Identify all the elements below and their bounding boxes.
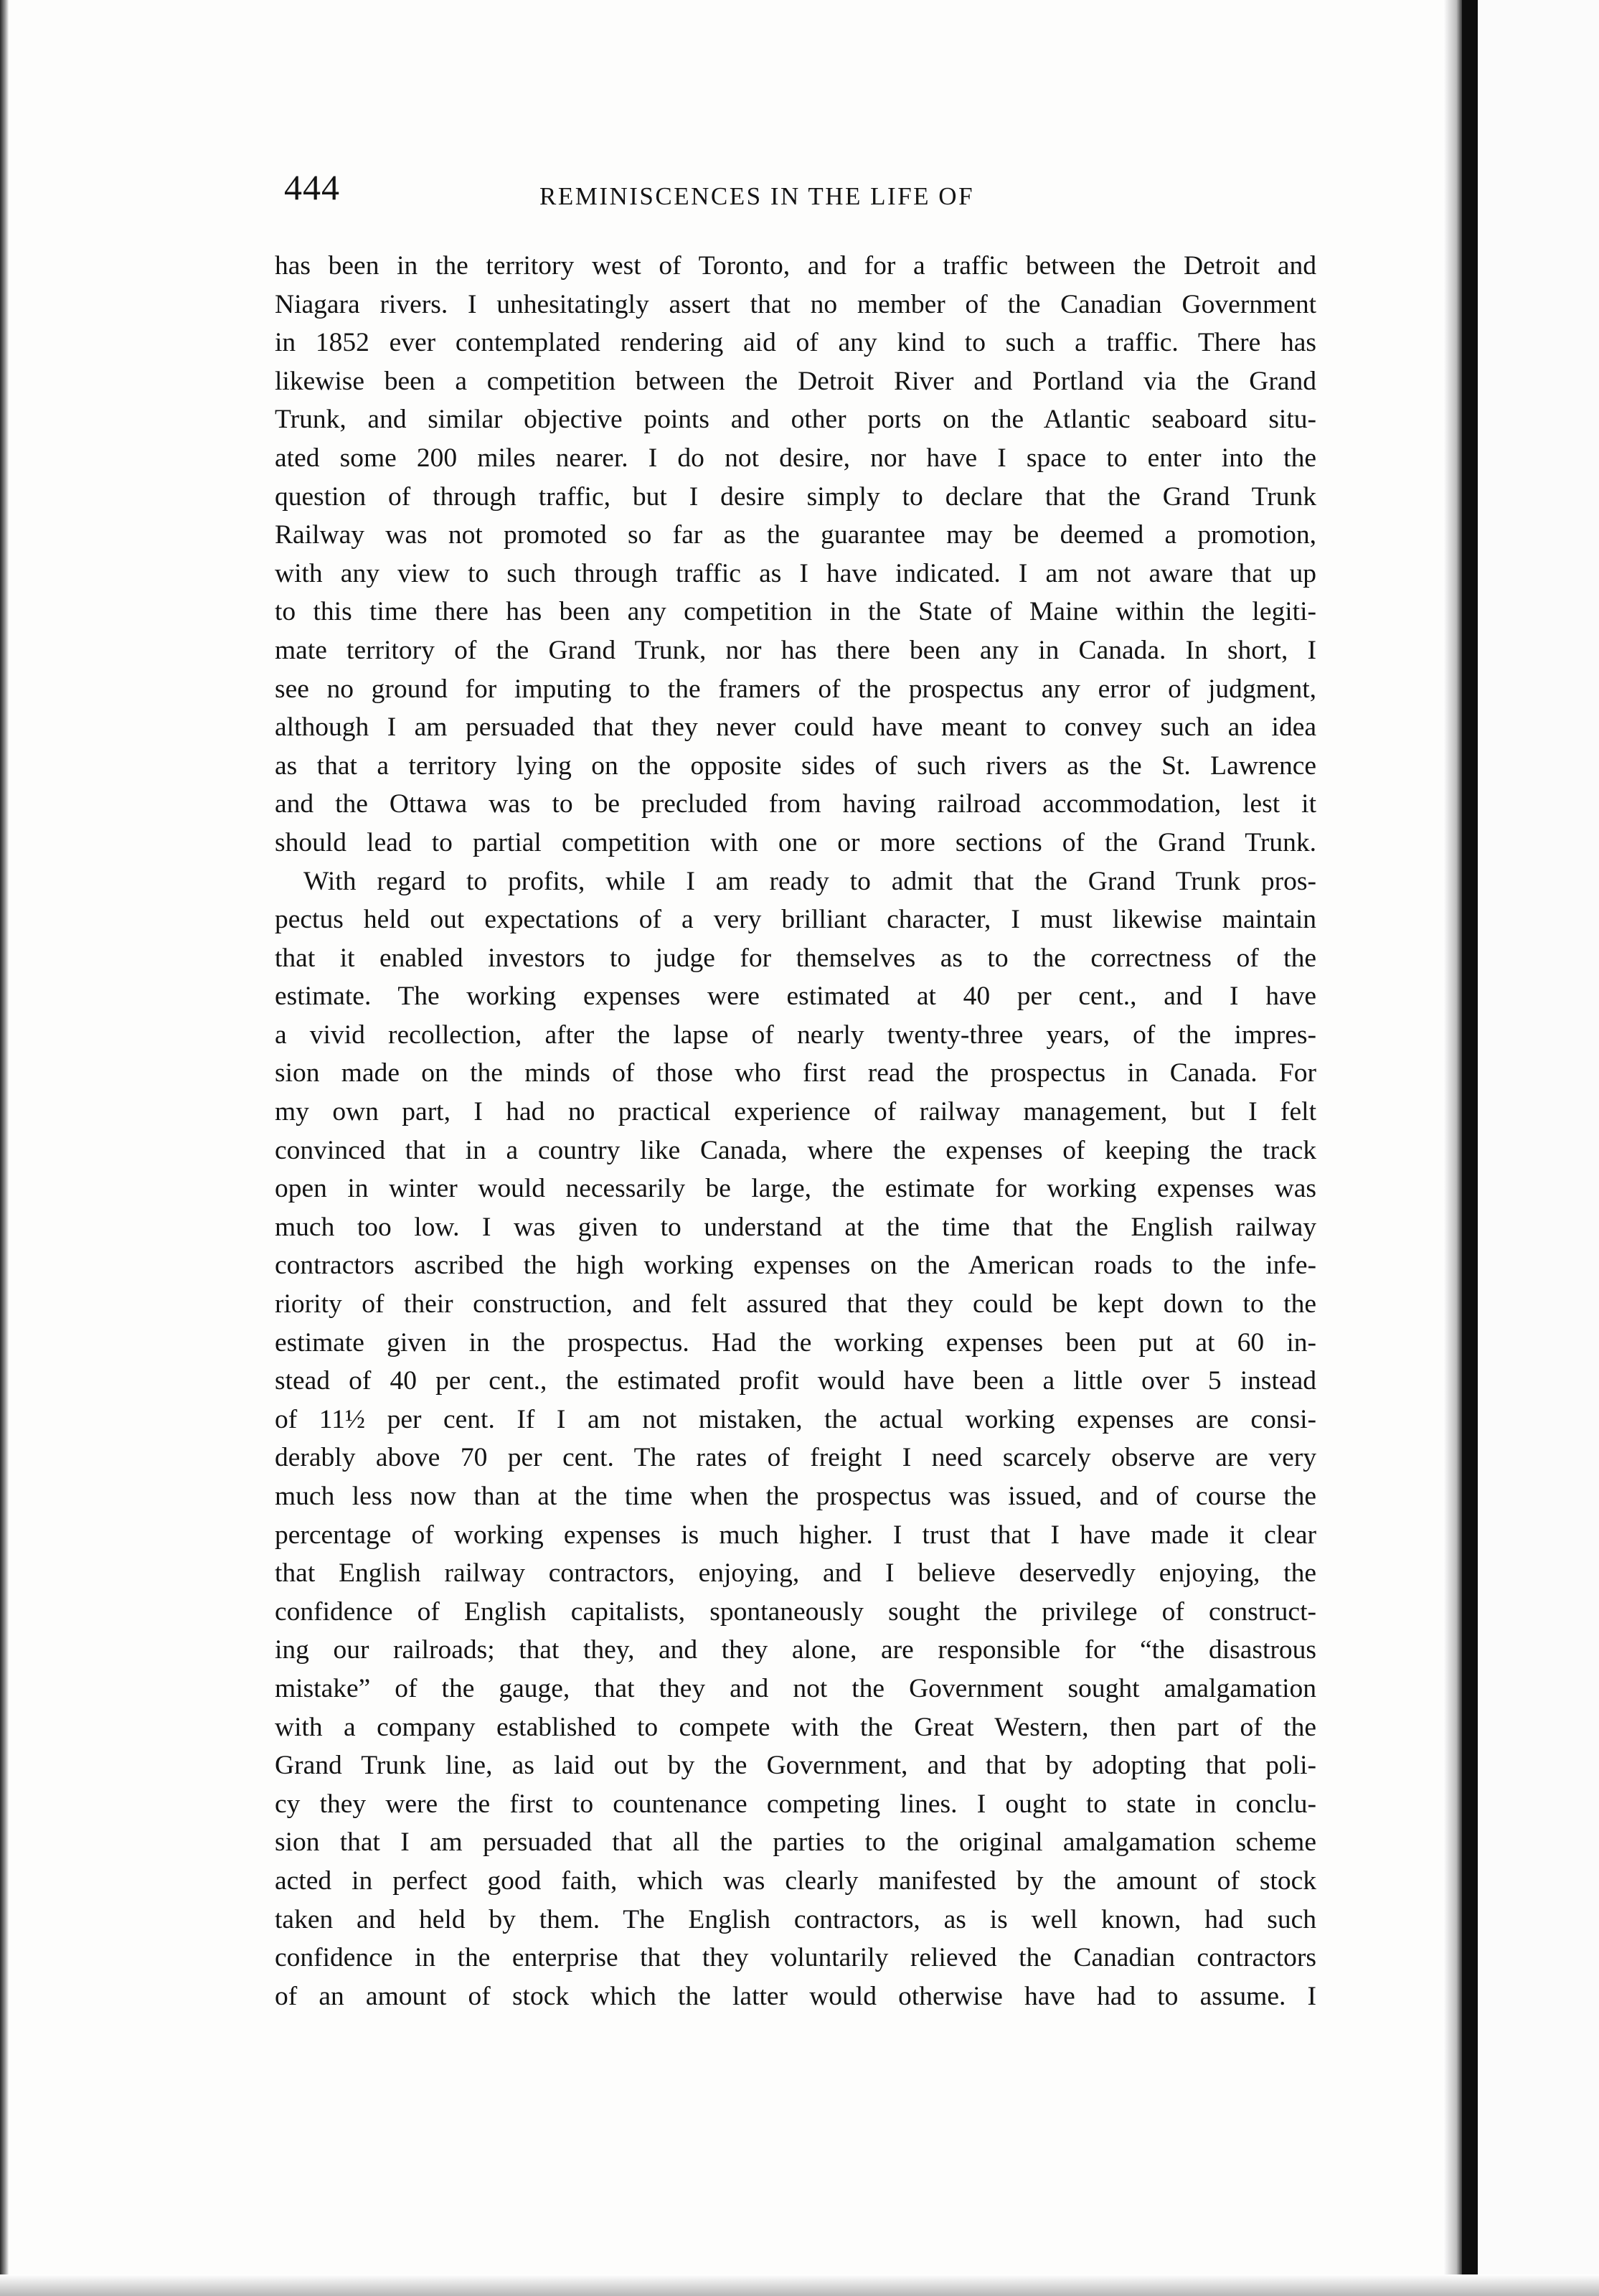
- text-line: ated some 200 miles nearer. I do not desire, nor have I space to enter into the: [275, 443, 1316, 473]
- text-line: mate territory of the Grand Trunk, nor has there been any in Canada. In short, I: [275, 635, 1316, 665]
- paragraph-start-line: With regard to profits, while I am ready to admit that the Grand Trunk pros-: [303, 866, 1316, 896]
- text-line: my own part, I had no practical experience of railway management, but I felt: [275, 1097, 1316, 1127]
- text-line: as that a territory lying on the opposite sides of such rivers as the St. Lawrence: [275, 751, 1316, 781]
- text-line: of 11½ per cent. If I am not mistaken, the actual working expenses are consi-: [275, 1404, 1316, 1434]
- running-title: REMINISCENCES IN THE LIFE OF: [539, 182, 975, 210]
- text-line: question of through traffic, but I desire simply to declare that the Grand Trunk: [275, 481, 1316, 512]
- page-bottom-edge: [0, 2274, 1599, 2296]
- text-line: of an amount of stock which the latter would otherwise have had to assume. I: [275, 1981, 1316, 2011]
- text-line: has been in the territory west of Toronto, and for a traffic between the Detroit and: [275, 251, 1316, 281]
- text-line: likewise been a competition between the Detroit River and Portland via the Grand: [275, 366, 1316, 396]
- text-line: mistake” of the gauge, that they and not the Government sought amalgamation: [275, 1673, 1316, 1703]
- text-line: riority of their construction, and felt assured that they could be kept down to the: [275, 1289, 1316, 1319]
- text-line: and the Ottawa was to be precluded from having railroad accommodation, lest it: [275, 789, 1316, 819]
- text-line: confidence in the enterprise that they voluntarily relieved the Canadian contractors: [275, 1943, 1316, 1973]
- paragraph-end-line: should lead to partial competition with one or more sections of the Grand Trunk.: [275, 827, 1316, 857]
- text-line: with a company established to compete with the Great Western, then part of the: [275, 1712, 1316, 1742]
- text-line: derably above 70 per cent. The rates of freight I need scarcely observe are very: [275, 1443, 1316, 1473]
- binding-shadow: [1443, 0, 1462, 2296]
- text-line: percentage of working expenses is much higher. I trust that I have made it clear: [275, 1520, 1316, 1550]
- text-line: sion that I am persuaded that all the parties to the original amalgamation scheme: [275, 1827, 1316, 1858]
- text-line: convinced that in a country like Canada, where the expenses of keeping the track: [275, 1135, 1316, 1165]
- running-head: [284, 166, 1317, 217]
- text-line: estimate given in the prospectus. Had the working expenses been put at 60 in-: [275, 1327, 1316, 1358]
- text-line: ing our railroads; that they, and they alone, are responsible for “the disastrous: [275, 1635, 1316, 1665]
- text-line: see no ground for imputing to the framers of the prospectus any error of judgment,: [275, 674, 1316, 704]
- text-line: sion made on the minds of those who first read the prospectus in Canada. For: [275, 1058, 1316, 1088]
- text-line: a vivid recollection, after the lapse of nearly twenty-three years, of the impres-: [275, 1020, 1316, 1050]
- text-line: Grand Trunk line, as laid out by the Government, and that by adopting that poli-: [275, 1751, 1316, 1781]
- binding-gutter: [1462, 0, 1478, 2296]
- body-text: [275, 247, 1316, 2015]
- text-line: confidence of English capitalists, spontaneously sought the privilege of construct-: [275, 1596, 1316, 1627]
- text-line: much too low. I was given to understand at the time that the English railway: [275, 1212, 1316, 1242]
- text-line: taken and held by them. The English contractors, as is well known, had such: [275, 1904, 1316, 1934]
- text-line: acted in perfect good faith, which was clearly manifested by the amount of stock: [275, 1866, 1316, 1896]
- text-line: open in winter would necessarily be large, the estimate for working expenses was: [275, 1174, 1316, 1204]
- text-line: Trunk, and similar objective points and other ports on the Atlantic seaboard situ-: [275, 405, 1316, 435]
- text-line: pectus held out expectations of a very brilliant character, I must likewise maintain: [275, 905, 1316, 935]
- text-line: cy they were the first to countenance competing lines. I ought to state in conclu-: [275, 1789, 1316, 1819]
- page-number: 444: [284, 167, 340, 207]
- text-line: much less now than at the time when the prospectus was issued, and of course the: [275, 1482, 1316, 1511]
- text-line: to this time there has been any competition in the State of Maine within the legiti-: [275, 597, 1316, 627]
- text-line: that it enabled investors to judge for themselves as to the correctness of the: [275, 943, 1316, 973]
- right-margin: [1478, 0, 1599, 2296]
- text-line: estimate. The working expenses were estimated at 40 per cent., and I have: [275, 982, 1316, 1012]
- text-line: Railway was not promoted so far as the guarantee may be deemed a promotion,: [275, 520, 1316, 550]
- text-line: stead of 40 per cent., the estimated profit would have been a little over 5 instead: [275, 1366, 1316, 1396]
- text-line: with any view to such through traffic as I have indicated. I am not aware that up: [275, 558, 1316, 588]
- page-left-edge: [0, 0, 9, 2296]
- text-line: that English railway contractors, enjoying, and I believe deservedly enjoying, the: [275, 1558, 1316, 1589]
- text-line: although I am persuaded that they never could have meant to convey such an idea: [275, 712, 1316, 743]
- text-line: Niagara rivers. I unhesitatingly assert that no member of the Canadian Government: [275, 289, 1316, 319]
- text-line: contractors ascribed the high working expenses on the American roads to the infe-: [275, 1251, 1316, 1281]
- text-line: in 1852 ever contemplated rendering aid of any kind to such a traffic. There has: [275, 328, 1316, 358]
